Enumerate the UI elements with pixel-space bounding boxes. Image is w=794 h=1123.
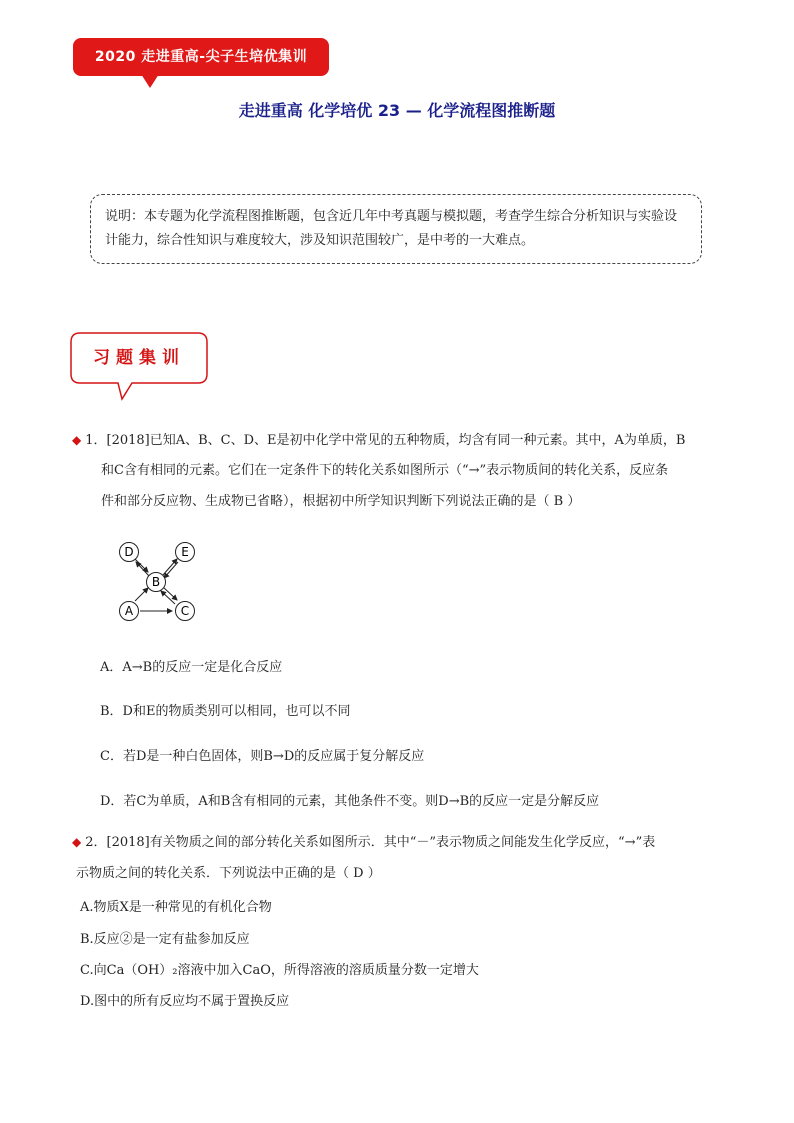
question-1-option-a: A．A→B的反应一定是化合反应	[100, 660, 283, 675]
question-1-option-d: D．若C为单质，A和B含有相同的元素，其他条件不变。则D→B的反应一定是分解反应	[100, 794, 600, 809]
banner-label: 2020 走进重高-尖子生培优集训	[94, 49, 308, 65]
question-1-line-1	[72, 426, 732, 455]
diamond-bullet-icon: ◆	[72, 835, 82, 849]
arrow-b-to-e	[163, 559, 177, 575]
arrow-b-to-d	[136, 562, 149, 576]
question-1-option-b: B．D和E的物质类别可以相同，也可以不同	[100, 704, 351, 719]
arrow-e-to-b	[164, 562, 178, 578]
question-2-option-d: D.图中的所有反应均不属于置换反应	[80, 994, 290, 1009]
question-1-option-c: C．若D是一种白色固体，则B→D的反应属于复分解反应	[100, 749, 425, 764]
banner-pointer	[141, 74, 159, 88]
section-title: 习题集训	[93, 348, 185, 368]
question-1-text-1: 1．[2018]已知A、B、C、D、E是初中化学中常见的五种物质，均含有同一种元素。其中，A为单质，B	[85, 433, 686, 448]
question-1-line-2: 和C含有相同的元素。它们在一定条件下的转化关系如图所示（“→”表示物质间的转化关系，反应条	[101, 463, 669, 478]
arrow-d-to-b	[134, 558, 148, 572]
node-label-d: D	[124, 545, 134, 559]
question-2-line-2: 示物质之间的转化关系．下列说法中正确的是（ D ）	[76, 866, 381, 881]
arrow-b-to-c	[163, 587, 177, 600]
question-2-option-b: B.反应②是一定有盐参加反应	[80, 932, 250, 947]
arrow-c-to-b	[161, 591, 175, 604]
document-title: 走进重高 化学培优 23 — 化学流程图推断题	[238, 101, 556, 120]
question-2-option-c: C.向Ca（OH）₂溶液中加入CaO，所得溶液的溶质质量分数一定增大	[80, 963, 479, 978]
node-label-c: C	[180, 604, 190, 618]
arrow-a-to-b	[135, 588, 148, 601]
series-banner	[73, 38, 329, 76]
diamond-bullet-icon: ◆	[72, 433, 82, 447]
question-2-text-1: 2．[2018]有关物质之间的部分转化关系如图所示．其中“－”表示物质之间能发生化学反应，“→”表	[85, 835, 656, 850]
description-text: 说明：本专题为化学流程图推断题，包含近几年中考真题与模拟题，考查学生综合分析知识与实验设计能力，综合性知识与难度较大，涉及知识范围较广，是中考的一大难点。	[105, 209, 678, 248]
question-1-line-3: 件和部分反应物、生成物已省略），根据初中所学知识判断下列说法正确的是（ B ）	[101, 494, 581, 509]
node-label-b: B	[151, 575, 161, 589]
question-2-option-a: A.物质X是一种常见的有机化合物	[80, 900, 272, 915]
reaction-diagram	[112, 540, 212, 630]
node-label-e: E	[181, 545, 189, 559]
node-label-a: A	[124, 604, 134, 618]
description-box	[90, 194, 702, 264]
question-2-line-1	[72, 828, 742, 857]
section-heading	[70, 332, 208, 384]
